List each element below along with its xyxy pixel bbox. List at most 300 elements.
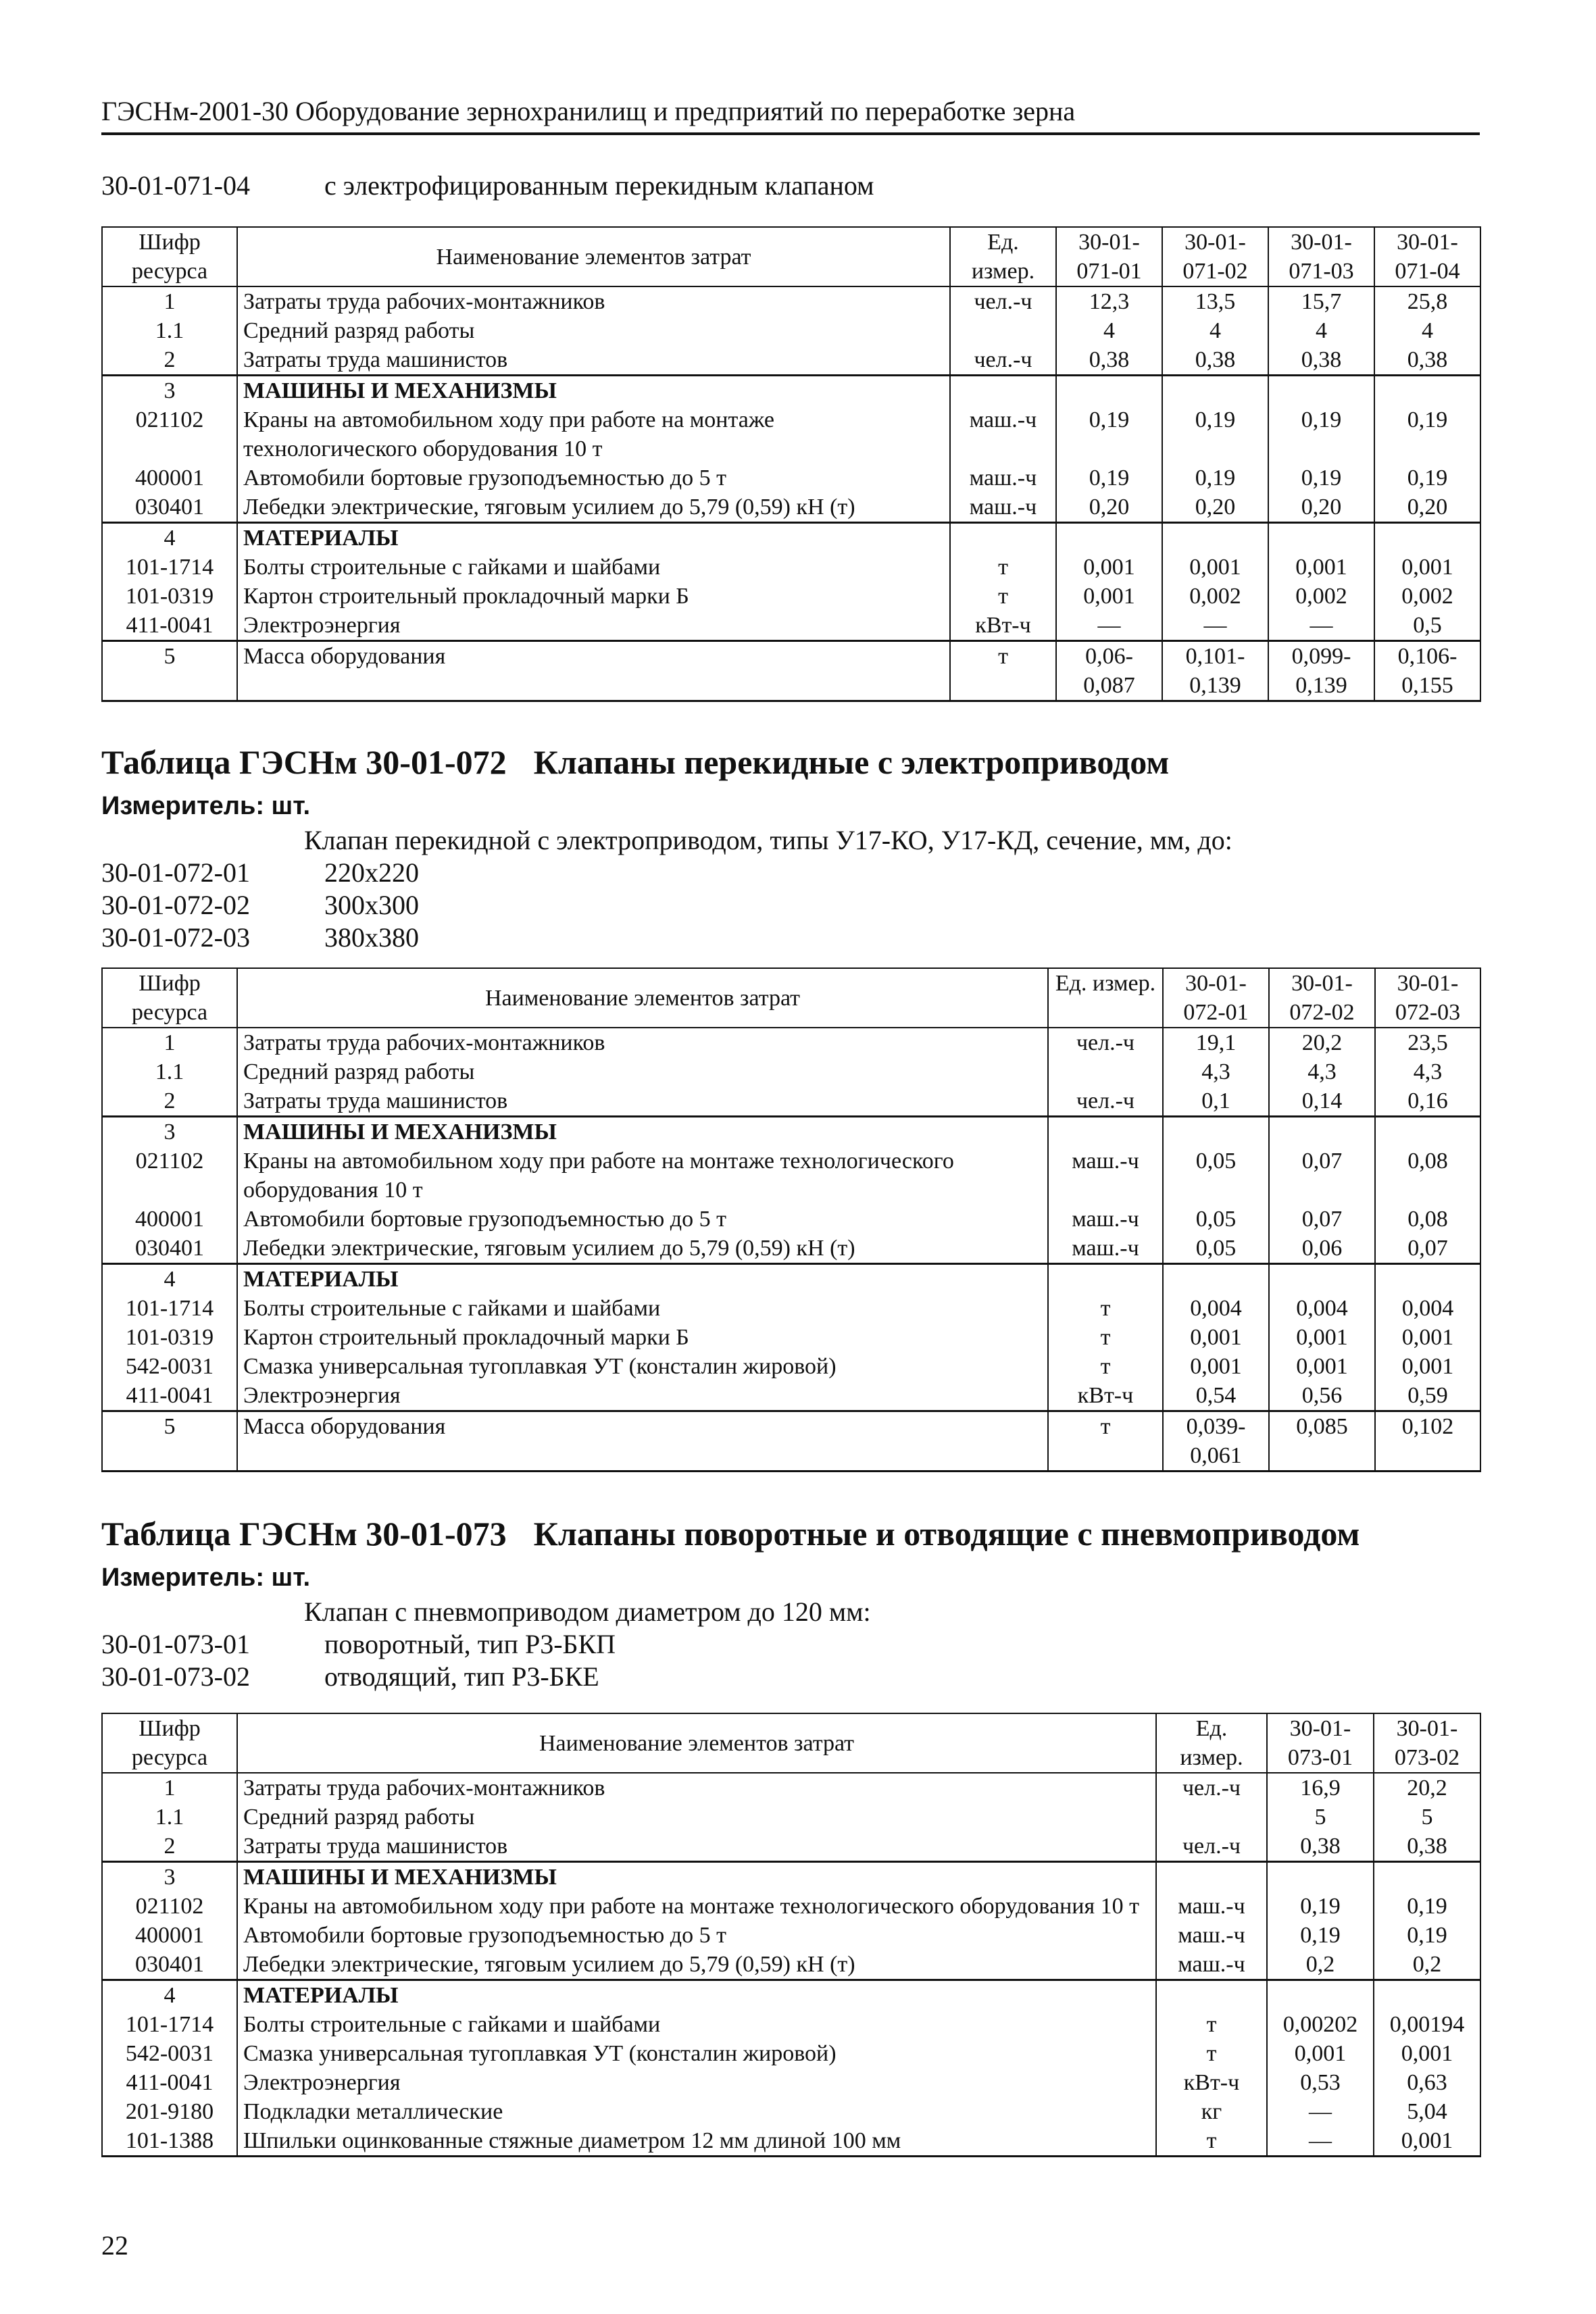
- cell-value: —: [1056, 611, 1162, 641]
- norm-description: отводящий, тип Р3-БКЕ: [324, 1661, 599, 1692]
- cell-value: 12,3: [1056, 286, 1162, 316]
- cell-code: 400001: [102, 1921, 237, 1950]
- table-072-meter: Измеритель: шт.: [101, 792, 311, 820]
- table-073-title: [101, 1513, 1360, 1554]
- cell-unit: т: [1048, 1411, 1163, 1472]
- table-row: [102, 1323, 1480, 1352]
- cell-value: [1162, 523, 1268, 553]
- cell-value: 0,002: [1374, 582, 1480, 611]
- table-row: [102, 1086, 1480, 1117]
- cell-unit: т: [950, 641, 1056, 701]
- table-row: [102, 1352, 1480, 1381]
- table-row: [102, 2126, 1480, 2157]
- cell-value: [1163, 1264, 1269, 1294]
- table-row: [102, 1411, 1480, 1472]
- cell-unit: т: [1048, 1352, 1163, 1381]
- cell-unit: [950, 376, 1056, 406]
- cell-unit: чел.-ч: [950, 345, 1056, 376]
- cell-value: 4,3: [1269, 1057, 1375, 1086]
- cell-name: Автомобили бортовые грузоподъемностью до 5 т: [237, 463, 950, 493]
- cell-value: 0,001: [1163, 1323, 1269, 1352]
- cell-name: МАТЕРИАЛЫ: [237, 523, 950, 553]
- cell-value: —: [1267, 2126, 1374, 2157]
- cell-value: 0,004: [1163, 1294, 1269, 1323]
- cell-value: 0,07: [1269, 1147, 1375, 1205]
- table-row: [102, 1832, 1480, 1862]
- cell-name: Масса оборудования: [237, 641, 950, 701]
- cell-code: 411-0041: [102, 1381, 237, 1411]
- cell-value: 0,001: [1056, 553, 1162, 582]
- header-unit: Ед. измер.: [1156, 1713, 1267, 1773]
- cell-value: 4,3: [1375, 1057, 1480, 1086]
- cell-value: 0,20: [1374, 493, 1480, 523]
- table-row: [102, 1028, 1480, 1057]
- table-row: [102, 1921, 1480, 1950]
- table-row: [102, 1294, 1480, 1323]
- cell-name: Болты строительные с гайками и шайбами: [237, 1294, 1048, 1323]
- cell-unit: чел.-ч: [1156, 1773, 1267, 1803]
- cell-value: 0,004: [1375, 1294, 1480, 1323]
- cell-unit: [1156, 1803, 1267, 1832]
- table-row: [102, 1264, 1480, 1294]
- cell-name: Затраты труда рабочих-монтажников: [237, 286, 950, 316]
- cell-name: Электроэнергия: [237, 1381, 1048, 1411]
- cell-unit: т: [1156, 2039, 1267, 2068]
- cell-value: 0,08: [1375, 1205, 1480, 1234]
- cell-code: 030401: [102, 1950, 237, 1980]
- cell-value: 0,06: [1269, 1234, 1375, 1264]
- cell-code: 201-9180: [102, 2097, 237, 2126]
- cell-unit: кг: [1156, 2097, 1267, 2126]
- cell-value: [1162, 376, 1268, 406]
- cell-unit: чел.-ч: [1156, 1832, 1267, 1862]
- cell-name: Смазка универсальная тугоплавкая УТ (консталин жировой): [237, 2039, 1156, 2068]
- cell-value: 0,07: [1269, 1205, 1375, 1234]
- cell-value: 0,001: [1374, 2126, 1480, 2157]
- cell-value: 0,38: [1268, 345, 1374, 376]
- header-norm-code: 30-01-071-04: [1374, 227, 1480, 286]
- header-norm-code: 30-01-072-01: [1163, 968, 1269, 1028]
- cell-value: [1163, 1117, 1269, 1147]
- cell-unit: т: [1048, 1323, 1163, 1352]
- cell-value: 0,19: [1267, 1921, 1374, 1950]
- cell-code: 101-0319: [102, 1323, 237, 1352]
- cell-value: 0,19: [1056, 405, 1162, 463]
- cell-value: 0,00202: [1267, 2010, 1374, 2039]
- cell-value: 0,002: [1268, 582, 1374, 611]
- cell-value: 0,63: [1374, 2068, 1480, 2097]
- header-norm-code: 30-01-071-01: [1056, 227, 1162, 286]
- cell-value: 0,05: [1163, 1205, 1269, 1234]
- cell-name: МАТЕРИАЛЫ: [237, 1980, 1156, 2011]
- cell-unit: маш.-ч: [1048, 1234, 1163, 1264]
- header-row: [102, 1713, 1480, 1773]
- table-row: [102, 582, 1480, 611]
- table-073-codes: [101, 1628, 616, 1693]
- cell-value: 5: [1374, 1803, 1480, 1832]
- header-row: [102, 968, 1480, 1028]
- cell-value: [1375, 1264, 1480, 1294]
- cell-name: Лебедки электрические, тяговым усилием до 5,79 (0,59) кН (т): [237, 1234, 1048, 1264]
- cell-value: 0,001: [1269, 1352, 1375, 1381]
- cell-value: [1375, 1117, 1480, 1147]
- cell-value: —: [1267, 2097, 1374, 2126]
- cell-value: 0,38: [1162, 345, 1268, 376]
- cell-value: 0,19: [1374, 405, 1480, 463]
- table-row: [102, 1803, 1480, 1832]
- norm-description: 300х300: [324, 890, 419, 920]
- cell-name: МАТЕРИАЛЫ: [237, 1264, 1048, 1294]
- cell-value: 5,04: [1374, 2097, 1480, 2126]
- cell-value: 0,05: [1163, 1147, 1269, 1205]
- norm-code: 30-01-072-03: [101, 922, 250, 953]
- cell-code: 101-1714: [102, 553, 237, 582]
- cell-code: 411-0041: [102, 2068, 237, 2097]
- cell-code: 2: [102, 1832, 237, 1862]
- cell-code: 5: [102, 641, 237, 701]
- cell-code: 4: [102, 523, 237, 553]
- cell-unit: кВт-ч: [1048, 1381, 1163, 1411]
- cell-name: Картон строительный прокладочный марки Б: [237, 582, 950, 611]
- cell-value: 5: [1267, 1803, 1374, 1832]
- code-row: [101, 857, 419, 889]
- cell-name: Затраты труда машинистов: [237, 1832, 1156, 1862]
- cell-value: 0,06-0,087: [1056, 641, 1162, 701]
- cell-unit: т: [1048, 1294, 1163, 1323]
- table-row: [102, 1234, 1480, 1264]
- cell-value: [1268, 523, 1374, 553]
- cell-unit: [1048, 1057, 1163, 1086]
- cell-value: 19,1: [1163, 1028, 1269, 1057]
- cell-name: Средний разряд работы: [237, 1057, 1048, 1086]
- cell-value: 0,20: [1162, 493, 1268, 523]
- cell-value: 25,8: [1374, 286, 1480, 316]
- cell-value: 0,05: [1163, 1234, 1269, 1264]
- cell-value: 4,3: [1163, 1057, 1269, 1086]
- cell-unit: [1156, 1862, 1267, 1892]
- cell-name: Электроэнергия: [237, 611, 950, 641]
- cell-value: 0,101-0,139: [1162, 641, 1268, 701]
- running-header: ГЭСНм-2001-30 Оборудование зернохранилищ и предприятий по переработке зерна: [101, 95, 1480, 135]
- code-row: [101, 1628, 616, 1661]
- norm-description: поворотный, тип Р3-БКП: [324, 1629, 616, 1659]
- table-row: [102, 1147, 1480, 1205]
- cell-unit: чел.-ч: [950, 286, 1056, 316]
- norm-description: 380х380: [324, 922, 419, 953]
- cell-value: 0,38: [1267, 1832, 1374, 1862]
- cell-name: Картон строительный прокладочный марки Б: [237, 1323, 1048, 1352]
- cell-value: 4: [1056, 316, 1162, 345]
- header-norm-code: 30-01-072-02: [1269, 968, 1375, 1028]
- cell-value: [1268, 376, 1374, 406]
- table-row: [102, 1773, 1480, 1803]
- cell-value: 4: [1162, 316, 1268, 345]
- cost-table-073: [101, 1713, 1481, 2157]
- cell-name: МАШИНЫ И МЕХАНИЗМЫ: [237, 1117, 1048, 1147]
- cell-value: 0,001: [1056, 582, 1162, 611]
- table-072-title: [101, 742, 1169, 782]
- table-row: [102, 1205, 1480, 1234]
- header-norm-code: 30-01-073-02: [1374, 1713, 1480, 1773]
- cell-unit: чел.-ч: [1048, 1086, 1163, 1117]
- cell-value: [1056, 523, 1162, 553]
- cell-value: 4: [1268, 316, 1374, 345]
- cell-name: Шпильки оцинкованные стяжные диаметром 12 мм длиной 100 мм: [237, 2126, 1156, 2157]
- table-row: [102, 1892, 1480, 1921]
- cell-code: 1: [102, 1773, 237, 1803]
- cell-value: 20,2: [1374, 1773, 1480, 1803]
- table-row: [102, 2068, 1480, 2097]
- header-norm-code: 30-01-072-03: [1375, 968, 1480, 1028]
- cell-name: Смазка универсальная тугоплавкая УТ (консталин жировой): [237, 1352, 1048, 1381]
- cell-name: Болты строительные с гайками и шайбами: [237, 2010, 1156, 2039]
- header-unit: Ед. измер.: [950, 227, 1056, 286]
- cell-value: 0,001: [1375, 1352, 1480, 1381]
- cell-unit: маш.-ч: [950, 463, 1056, 493]
- table-072-title-code: Таблица ГЭСНм 30-01-072: [101, 743, 507, 781]
- cell-value: 0,19: [1374, 1892, 1480, 1921]
- table-row: [102, 286, 1480, 316]
- cell-value: 15,7: [1268, 286, 1374, 316]
- cell-name: Краны на автомобильном ходу при работе на монтаже технологического оборудования 10 т: [237, 405, 950, 463]
- cell-code: 3: [102, 1862, 237, 1892]
- cell-value: [1267, 1862, 1374, 1892]
- cell-value: 0,20: [1056, 493, 1162, 523]
- table-072-description: Клапан перекидной с электроприводом, типы У17-КО, У17-КД, сечение, мм, до:: [304, 825, 1232, 855]
- cell-value: 0,53: [1267, 2068, 1374, 2097]
- table-073-title-code: Таблица ГЭСНм 30-01-073: [101, 1515, 507, 1553]
- table-072-title-name: Клапаны перекидные с электроприводом: [533, 743, 1170, 781]
- table-row: [102, 463, 1480, 493]
- cell-value: 0,14: [1269, 1086, 1375, 1117]
- header-code: Шифр ресурса: [102, 1713, 237, 1773]
- cell-name: Затраты труда рабочих-монтажников: [237, 1028, 1048, 1057]
- cell-value: [1056, 376, 1162, 406]
- cell-name: Автомобили бортовые грузоподъемностью до 5 т: [237, 1205, 1048, 1234]
- cell-code: 411-0041: [102, 611, 237, 641]
- table-row: [102, 523, 1480, 553]
- cell-unit: кВт-ч: [1156, 2068, 1267, 2097]
- cell-value: 0,38: [1374, 1832, 1480, 1862]
- cell-value: 0,19: [1374, 1921, 1480, 1950]
- cell-value: 0,001: [1269, 1323, 1375, 1352]
- code-row: [101, 922, 419, 954]
- header-norm-code: 30-01-073-01: [1267, 1713, 1374, 1773]
- header-name: Наименование элементов затрат: [237, 968, 1048, 1028]
- cell-unit: маш.-ч: [950, 405, 1056, 463]
- cell-code: 5: [102, 1411, 237, 1472]
- cell-value: 0,2: [1267, 1950, 1374, 1980]
- cell-name: МАШИНЫ И МЕХАНИЗМЫ: [237, 376, 950, 406]
- cell-value: 0,16: [1375, 1086, 1480, 1117]
- cell-value: 0,106-0,155: [1374, 641, 1480, 701]
- code-row: [101, 889, 419, 922]
- cell-value: [1267, 1980, 1374, 2011]
- cell-unit: маш.-ч: [1156, 1892, 1267, 1921]
- cell-name: Масса оборудования: [237, 1411, 1048, 1472]
- cell-value: 0,19: [1268, 405, 1374, 463]
- cell-unit: кВт-ч: [950, 611, 1056, 641]
- cell-value: 16,9: [1267, 1773, 1374, 1803]
- cell-value: 0,38: [1374, 345, 1480, 376]
- cell-value: 0,001: [1374, 2039, 1480, 2068]
- cell-name: Затраты труда рабочих-монтажников: [237, 1773, 1156, 1803]
- cell-code: 542-0031: [102, 2039, 237, 2068]
- cell-value: 0,1: [1163, 1086, 1269, 1117]
- cell-name: Затраты труда машинистов: [237, 345, 950, 376]
- table-073-description: Клапан с пневмоприводом диаметром до 120 мм:: [304, 1596, 871, 1627]
- cell-name: Электроэнергия: [237, 2068, 1156, 2097]
- table-073-title-name: Клапаны поворотные и отводящие с пневмоприводом: [533, 1515, 1360, 1553]
- header-norm-code: 30-01-071-03: [1268, 227, 1374, 286]
- cell-value: 0,001: [1163, 1352, 1269, 1381]
- cell-unit: маш.-ч: [1048, 1147, 1163, 1205]
- header-norm-code: 30-01-071-02: [1162, 227, 1268, 286]
- cell-value: 0,039-0,061: [1163, 1411, 1269, 1472]
- cell-unit: чел.-ч: [1048, 1028, 1163, 1057]
- cell-name: Краны на автомобильном ходу при работе на монтаже технологического оборудования 10 т: [237, 1892, 1156, 1921]
- norm-code: 30-01-073-02: [101, 1661, 250, 1692]
- cell-name: Болты строительные с гайками и шайбами: [237, 553, 950, 582]
- cell-name: Подкладки металлические: [237, 2097, 1156, 2126]
- cell-code: 101-1388: [102, 2126, 237, 2157]
- table-row: [102, 2010, 1480, 2039]
- header-name: Наименование элементов затрат: [237, 1713, 1156, 1773]
- table-row: [102, 316, 1480, 345]
- cell-code: 101-1714: [102, 1294, 237, 1323]
- intro-text: с электрофицированным перекидным клапаном: [324, 170, 874, 201]
- code-row: [101, 1661, 616, 1693]
- cost-table-072: [101, 967, 1481, 1472]
- header-unit: Ед. измер.: [1048, 968, 1163, 1028]
- cell-value: 0,00194: [1374, 2010, 1480, 2039]
- cell-code: 030401: [102, 1234, 237, 1264]
- norm-code: 30-01-072-02: [101, 890, 250, 920]
- cell-unit: маш.-ч: [1156, 1950, 1267, 1980]
- cell-unit: т: [1156, 2126, 1267, 2157]
- table-row: [102, 493, 1480, 523]
- cell-name: Затраты труда машинистов: [237, 1086, 1048, 1117]
- table-row: [102, 553, 1480, 582]
- cell-value: 0,19: [1374, 463, 1480, 493]
- cell-value: 0,19: [1162, 463, 1268, 493]
- cell-value: 0,19: [1162, 405, 1268, 463]
- header-row: [102, 227, 1480, 286]
- cell-value: 0,004: [1269, 1294, 1375, 1323]
- cell-code: 2: [102, 1086, 237, 1117]
- table-row: [102, 1117, 1480, 1147]
- cell-value: 0,099-0,139: [1268, 641, 1374, 701]
- cell-value: 0,19: [1267, 1892, 1374, 1921]
- cell-code: 021102: [102, 1147, 237, 1205]
- cell-value: 0,001: [1268, 553, 1374, 582]
- table-073-meter: Измеритель: шт.: [101, 1563, 311, 1592]
- table-row: [102, 641, 1480, 701]
- cell-unit: маш.-ч: [1048, 1205, 1163, 1234]
- cell-value: 0,085: [1269, 1411, 1375, 1472]
- cell-unit: т: [1156, 2010, 1267, 2039]
- cell-code: 1.1: [102, 1803, 237, 1832]
- cell-value: 0,5: [1374, 611, 1480, 641]
- header-name: Наименование элементов затрат: [237, 227, 950, 286]
- table-row: [102, 2039, 1480, 2068]
- cell-unit: [950, 523, 1056, 553]
- cell-code: 030401: [102, 493, 237, 523]
- cell-code: 400001: [102, 1205, 237, 1234]
- cell-name: Средний разряд работы: [237, 316, 950, 345]
- intro-line: [101, 169, 874, 203]
- cell-name: Лебедки электрические, тяговым усилием до 5,79 (0,59) кН (т): [237, 1950, 1156, 1980]
- cell-value: 0,08: [1375, 1147, 1480, 1205]
- cell-code: 1.1: [102, 316, 237, 345]
- cell-value: —: [1268, 611, 1374, 641]
- cell-value: [1269, 1117, 1375, 1147]
- cell-value: 23,5: [1375, 1028, 1480, 1057]
- cell-code: 021102: [102, 1892, 237, 1921]
- cell-unit: маш.-ч: [1156, 1921, 1267, 1950]
- cell-unit: [1156, 1980, 1267, 2011]
- page-number: 22: [101, 2230, 128, 2261]
- cell-value: —: [1162, 611, 1268, 641]
- table-row: [102, 611, 1480, 641]
- intro-code: 30-01-071-04: [101, 170, 250, 201]
- cell-unit: маш.-ч: [950, 493, 1056, 523]
- cell-name: Лебедки электрические, тяговым усилием до 5,79 (0,59) кН (т): [237, 493, 950, 523]
- cell-value: 0,002: [1162, 582, 1268, 611]
- cell-value: 0,38: [1056, 345, 1162, 376]
- cell-value: 0,56: [1269, 1381, 1375, 1411]
- header-code: Шифр ресурса: [102, 227, 237, 286]
- table-row: [102, 405, 1480, 463]
- cell-name: Краны на автомобильном ходу при работе на монтаже технологического оборудования 10 т: [237, 1147, 1048, 1205]
- cell-value: [1374, 376, 1480, 406]
- table-row: [102, 1057, 1480, 1086]
- cell-code: 542-0031: [102, 1352, 237, 1381]
- header-code: Шифр ресурса: [102, 968, 237, 1028]
- cell-value: 0,001: [1375, 1323, 1480, 1352]
- cell-code: 3: [102, 376, 237, 406]
- cell-code: 4: [102, 1980, 237, 2011]
- table-row: [102, 345, 1480, 376]
- cell-name: Автомобили бортовые грузоподъемностью до 5 т: [237, 1921, 1156, 1950]
- table-row: [102, 1381, 1480, 1411]
- table-row: [102, 1862, 1480, 1892]
- table-072-codes: [101, 857, 419, 954]
- cell-value: 0,102: [1375, 1411, 1480, 1472]
- cell-value: 0,19: [1056, 463, 1162, 493]
- table-row: [102, 2097, 1480, 2126]
- cell-name: МАШИНЫ И МЕХАНИЗМЫ: [237, 1862, 1156, 1892]
- cell-name: Средний разряд работы: [237, 1803, 1156, 1832]
- cell-code: 4: [102, 1264, 237, 1294]
- cell-value: 0,001: [1162, 553, 1268, 582]
- cell-value: 0,59: [1375, 1381, 1480, 1411]
- cell-value: 0,001: [1374, 553, 1480, 582]
- norm-code: 30-01-073-01: [101, 1629, 250, 1659]
- cell-value: 20,2: [1269, 1028, 1375, 1057]
- cell-value: 0,2: [1374, 1950, 1480, 1980]
- cell-unit: [950, 316, 1056, 345]
- cell-value: 0,54: [1163, 1381, 1269, 1411]
- cost-table-071: [101, 226, 1481, 702]
- cell-value: 13,5: [1162, 286, 1268, 316]
- table-row: [102, 376, 1480, 406]
- cell-code: 2: [102, 345, 237, 376]
- cell-code: 400001: [102, 463, 237, 493]
- cell-value: [1374, 523, 1480, 553]
- cell-code: 3: [102, 1117, 237, 1147]
- cell-code: 1.1: [102, 1057, 237, 1086]
